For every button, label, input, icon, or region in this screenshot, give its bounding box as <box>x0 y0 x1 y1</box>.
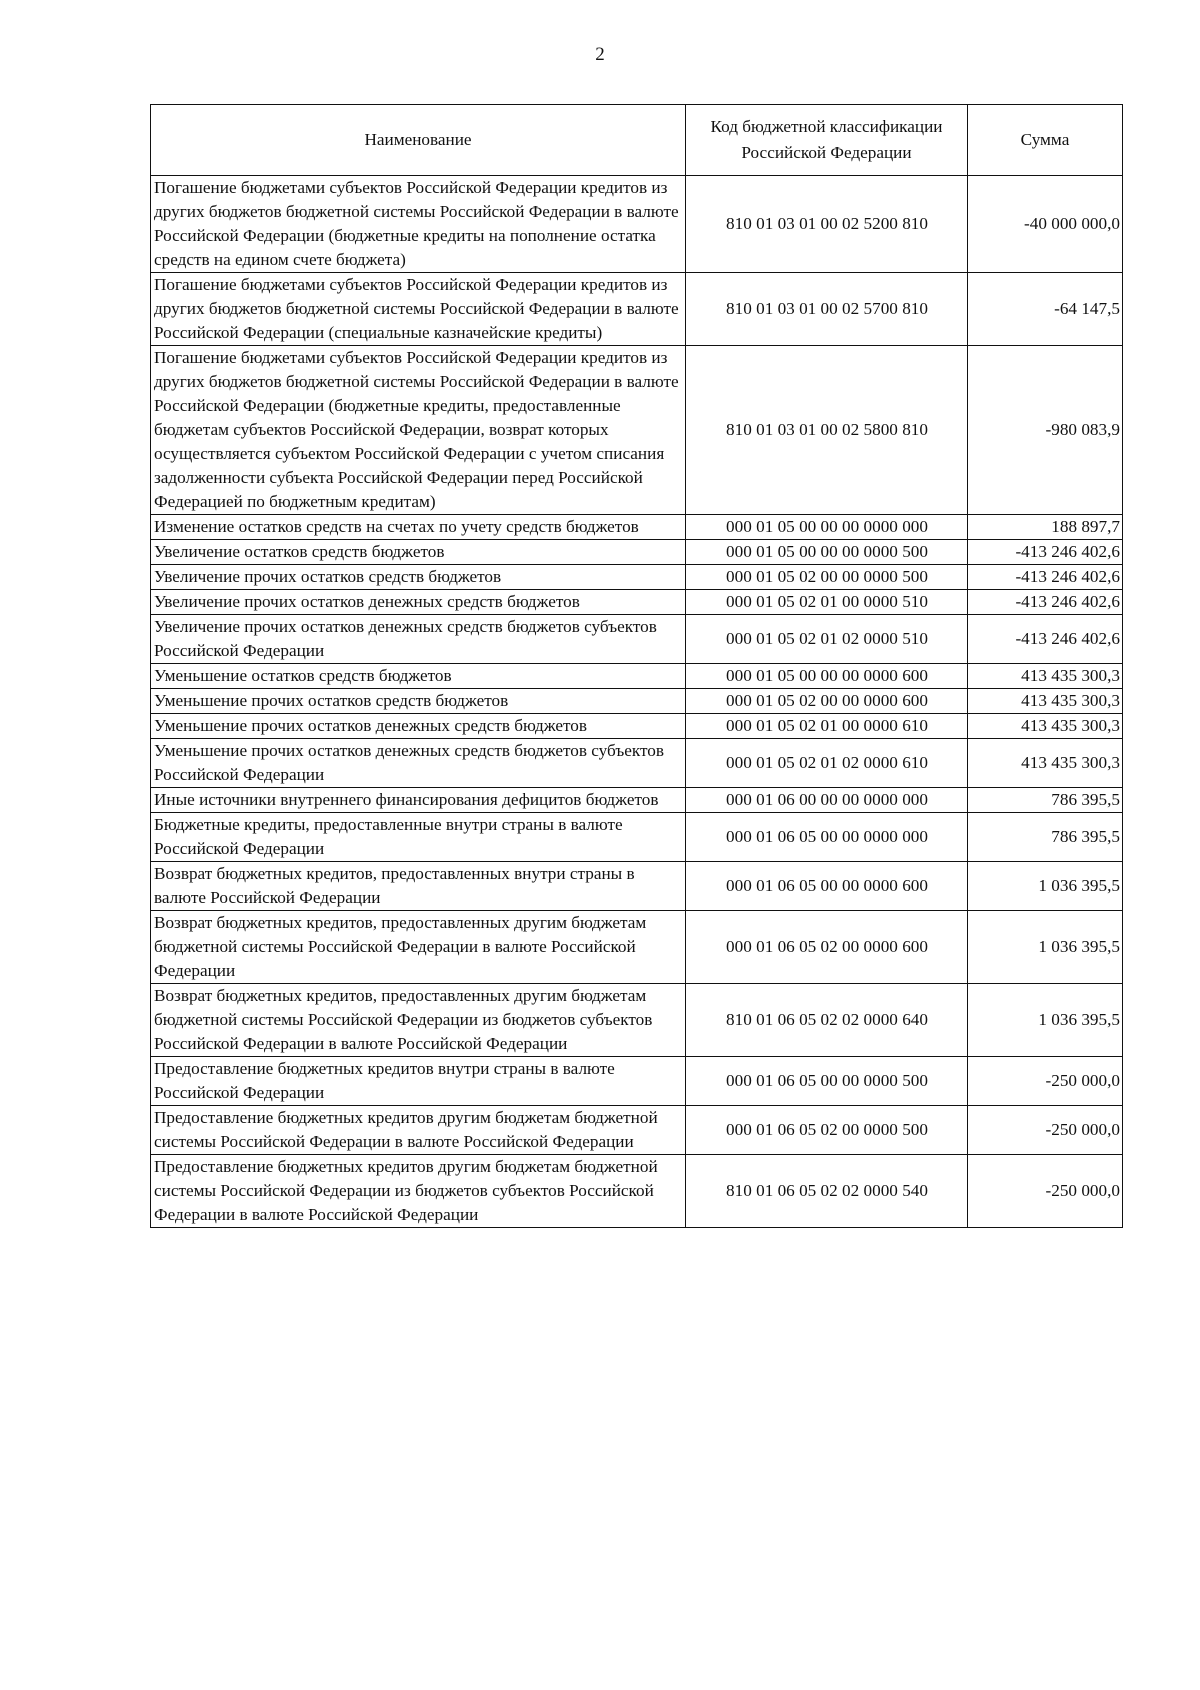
row-code-cell: 000 01 05 02 00 00 0000 600 <box>686 689 968 714</box>
row-sum-cell: -413 246 402,6 <box>968 565 1123 590</box>
row-code-cell: 810 01 03 01 00 02 5700 810 <box>686 273 968 346</box>
row-code-cell: 000 01 06 05 00 00 0000 500 <box>686 1057 968 1106</box>
row-sum-cell: -413 246 402,6 <box>968 615 1123 664</box>
row-name-cell: Погашение бюджетами субъектов Российской Федерации кредитов из других бюджетов бюджетной системы Российской Федерации в валюте Российской Федерации (бюджетные кредиты, предоставленные бюджетам субъектов Российской Федерации, возврат которых осуществляется субъектом Российской Федерации с учетом списания задолженности субъекта Российской Федерации перед Российской Федерацией по бюджетным кредитам) <box>151 346 686 515</box>
table-row <box>151 615 1123 664</box>
row-sum-cell: -250 000,0 <box>968 1155 1123 1228</box>
row-code-cell: 000 01 05 02 01 02 0000 610 <box>686 739 968 788</box>
header-name: Наименование <box>151 105 686 176</box>
table-row <box>151 862 1123 911</box>
row-sum-cell: 413 435 300,3 <box>968 689 1123 714</box>
row-sum-cell: 413 435 300,3 <box>968 664 1123 689</box>
table-row <box>151 788 1123 813</box>
row-sum-cell: -250 000,0 <box>968 1106 1123 1155</box>
row-name-cell: Увеличение прочих остатков денежных средств бюджетов <box>151 590 686 615</box>
table-header <box>151 105 1123 176</box>
row-name-cell: Возврат бюджетных кредитов, предоставленных внутри страны в валюте Российской Федерации <box>151 862 686 911</box>
row-name-cell: Предоставление бюджетных кредитов другим бюджетам бюджетной системы Российской Федерации в валюте Российской Федерации <box>151 1106 686 1155</box>
row-name-cell: Иные источники внутреннего финансирования дефицитов бюджетов <box>151 788 686 813</box>
table-row <box>151 1106 1123 1155</box>
table-row <box>151 515 1123 540</box>
table-row <box>151 540 1123 565</box>
row-code-cell: 000 01 05 00 00 00 0000 000 <box>686 515 968 540</box>
table-body <box>151 176 1123 1228</box>
table-row <box>151 739 1123 788</box>
row-sum-cell: 1 036 395,5 <box>968 862 1123 911</box>
row-code-cell: 000 01 06 05 00 00 0000 600 <box>686 862 968 911</box>
row-name-cell: Изменение остатков средств на счетах по учету средств бюджетов <box>151 515 686 540</box>
table-row <box>151 176 1123 273</box>
page-number: 2 <box>595 44 605 65</box>
row-code-cell: 810 01 03 01 00 02 5200 810 <box>686 176 968 273</box>
row-sum-cell: 413 435 300,3 <box>968 714 1123 739</box>
row-name-cell: Возврат бюджетных кредитов, предоставленных другим бюджетам бюджетной системы Российской Федерации из бюджетов субъектов Российской Федерации в валюте Российской Федерации <box>151 984 686 1057</box>
table-row <box>151 984 1123 1057</box>
table-row <box>151 565 1123 590</box>
row-code-cell: 810 01 06 05 02 02 0000 540 <box>686 1155 968 1228</box>
row-name-cell: Уменьшение прочих остатков средств бюджетов <box>151 689 686 714</box>
table-row <box>151 714 1123 739</box>
table-row <box>151 813 1123 862</box>
row-code-cell: 810 01 06 05 02 02 0000 640 <box>686 984 968 1057</box>
row-sum-cell: 1 036 395,5 <box>968 911 1123 984</box>
header-row <box>151 105 1123 176</box>
row-name-cell: Уменьшение прочих остатков денежных средств бюджетов <box>151 714 686 739</box>
row-code-cell: 000 01 05 02 00 00 0000 500 <box>686 565 968 590</box>
row-name-cell: Бюджетные кредиты, предоставленные внутри страны в валюте Российской Федерации <box>151 813 686 862</box>
row-name-cell: Уменьшение остатков средств бюджетов <box>151 664 686 689</box>
row-code-cell: 000 01 06 05 02 00 0000 600 <box>686 911 968 984</box>
row-name-cell: Увеличение прочих остатков средств бюджетов <box>151 565 686 590</box>
row-sum-cell: 786 395,5 <box>968 813 1123 862</box>
table-row <box>151 1155 1123 1228</box>
row-sum-cell: -250 000,0 <box>968 1057 1123 1106</box>
table-row <box>151 911 1123 984</box>
table-row <box>151 590 1123 615</box>
row-code-cell: 000 01 06 05 00 00 0000 000 <box>686 813 968 862</box>
table-row <box>151 1057 1123 1106</box>
row-name-cell: Уменьшение прочих остатков денежных средств бюджетов субъектов Российской Федерации <box>151 739 686 788</box>
row-code-cell: 000 01 06 05 02 00 0000 500 <box>686 1106 968 1155</box>
row-name-cell: Увеличение прочих остатков денежных средств бюджетов субъектов Российской Федерации <box>151 615 686 664</box>
row-name-cell: Погашение бюджетами субъектов Российской Федерации кредитов из других бюджетов бюджетной системы Российской Федерации в валюте Российской Федерации (бюджетные кредиты на пополнение остатка средств на едином счете бюджета) <box>151 176 686 273</box>
header-sum: Сумма <box>968 105 1123 176</box>
row-name-cell: Увеличение остатков средств бюджетов <box>151 540 686 565</box>
row-code-cell: 000 01 06 00 00 00 0000 000 <box>686 788 968 813</box>
row-code-cell: 000 01 05 02 01 00 0000 610 <box>686 714 968 739</box>
row-name-cell: Погашение бюджетами субъектов Российской Федерации кредитов из других бюджетов бюджетной системы Российской Федерации в валюте Российской Федерации (специальные казначейские кредиты) <box>151 273 686 346</box>
row-sum-cell: 1 036 395,5 <box>968 984 1123 1057</box>
budget-sources-table <box>150 104 1123 1228</box>
row-sum-cell: 413 435 300,3 <box>968 739 1123 788</box>
row-sum-cell: -413 246 402,6 <box>968 590 1123 615</box>
row-code-cell: 000 01 05 02 01 00 0000 510 <box>686 590 968 615</box>
row-code-cell: 000 01 05 00 00 00 0000 600 <box>686 664 968 689</box>
row-sum-cell: -40 000 000,0 <box>968 176 1123 273</box>
row-code-cell: 000 01 05 00 00 00 0000 500 <box>686 540 968 565</box>
row-sum-cell: -980 083,9 <box>968 346 1123 515</box>
row-code-cell: 000 01 05 02 01 02 0000 510 <box>686 615 968 664</box>
row-sum-cell: 786 395,5 <box>968 788 1123 813</box>
row-name-cell: Предоставление бюджетных кредитов другим бюджетам бюджетной системы Российской Федерации из бюджетов субъектов Российской Федерации в валюте Российской Федерации <box>151 1155 686 1228</box>
table-row <box>151 664 1123 689</box>
row-sum-cell: -64 147,5 <box>968 273 1123 346</box>
table-row <box>151 273 1123 346</box>
table-row <box>151 346 1123 515</box>
row-name-cell: Предоставление бюджетных кредитов внутри страны в валюте Российской Федерации <box>151 1057 686 1106</box>
row-sum-cell: -413 246 402,6 <box>968 540 1123 565</box>
row-code-cell: 810 01 03 01 00 02 5800 810 <box>686 346 968 515</box>
header-code: Код бюджетной классификации Российской Федерации <box>686 105 968 176</box>
table-row <box>151 689 1123 714</box>
row-sum-cell: 188 897,7 <box>968 515 1123 540</box>
row-name-cell: Возврат бюджетных кредитов, предоставленных другим бюджетам бюджетной системы Российской Федерации в валюте Российской Федерации <box>151 911 686 984</box>
